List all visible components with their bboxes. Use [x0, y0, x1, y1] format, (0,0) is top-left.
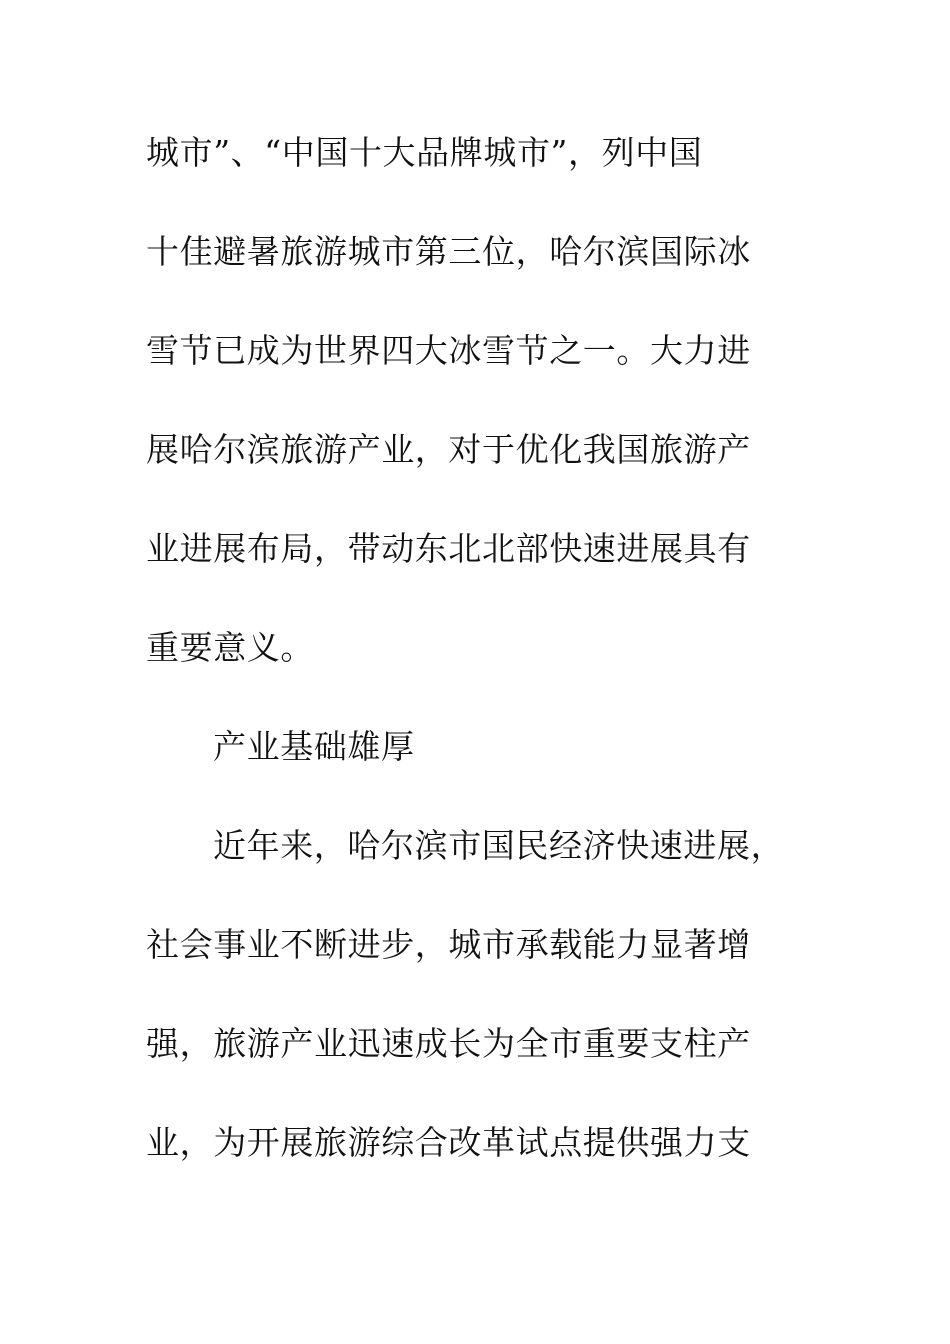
paragraph-line: 业进展布局，带动东北北部快速进展具有	[146, 529, 751, 568]
paragraph-line: 城市”、“中国十大品牌城市”，列中国	[146, 133, 703, 172]
paragraph-line: 重要意义。	[146, 628, 314, 667]
paragraph-line: 展哈尔滨旅游产业，对于优化我国旅游产	[146, 430, 751, 469]
paragraph-line: 近年来，哈尔滨市国民经济快速进展，	[213, 826, 785, 865]
paragraph-line: 业，为开展旅游综合改革试点提供强力支	[146, 1123, 751, 1162]
paragraph-line: 雪节已成为世界四大冰雪节之一。大力进	[146, 331, 751, 370]
paragraph-line: 十佳避暑旅游城市第三位，哈尔滨国际冰	[146, 232, 751, 271]
paragraph-line: 强，旅游产业迅速成长为全市重要支柱产	[146, 1024, 751, 1063]
section-heading: 产业基础雄厚	[213, 727, 415, 766]
paragraph-line: 社会事业不断进步，城市承载能力显著增	[146, 925, 751, 964]
